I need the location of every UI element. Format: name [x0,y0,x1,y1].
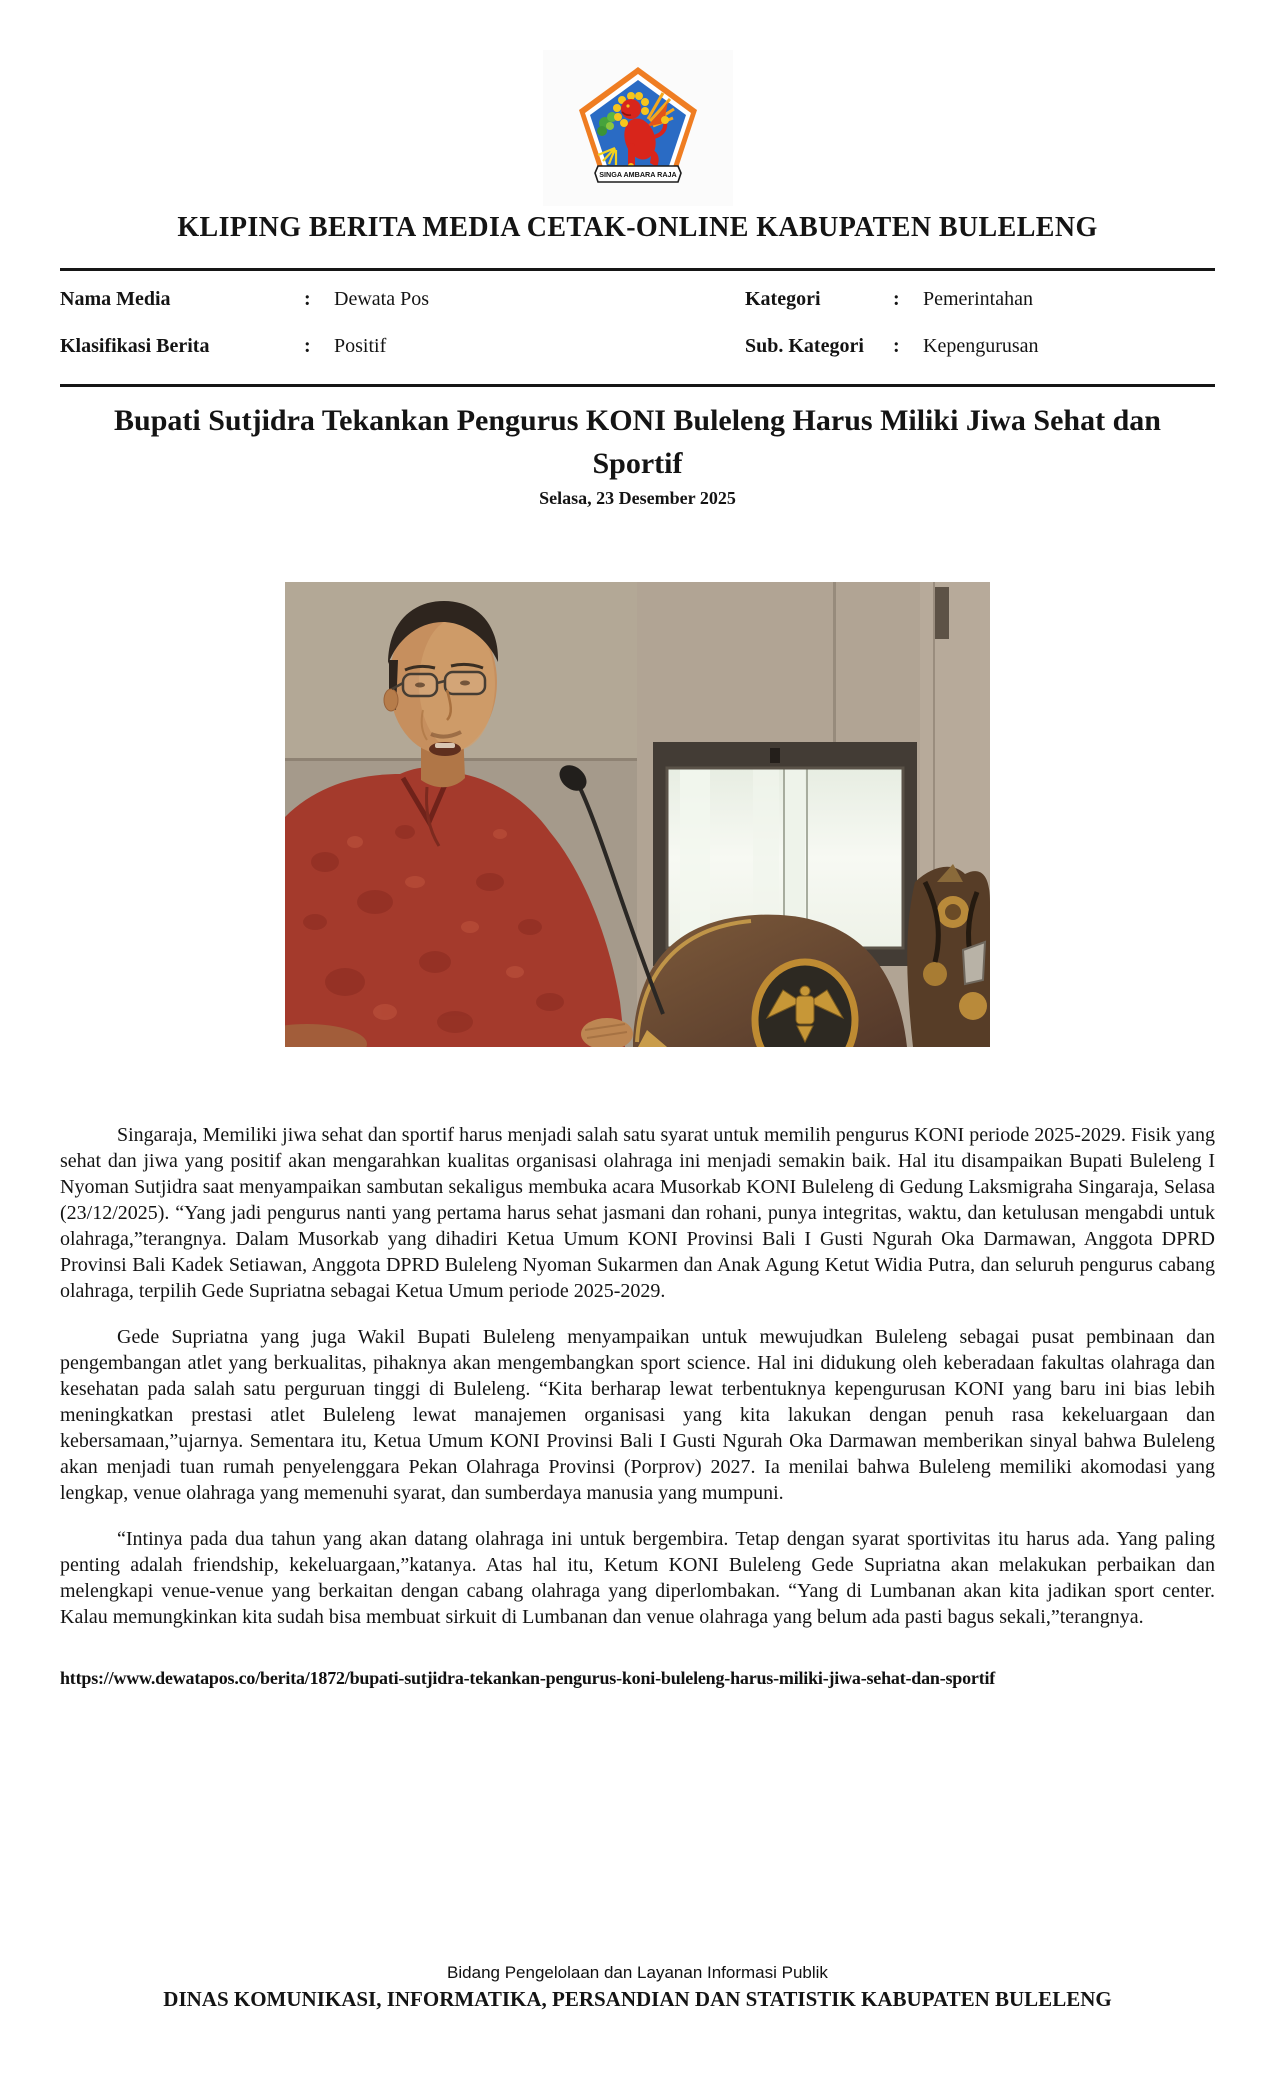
kategori-label: Kategori [745,288,821,310]
header-divider-top [60,268,1215,271]
article-title: Bupati Sutjidra Tekankan Pengurus KONI Buleleng Harus Miliki Jiwa Sehat dan Sportif [114,404,1161,480]
nama-media-value: Dewata Pos [334,288,429,310]
meta-colon: : [304,288,311,310]
header-divider-bottom [60,384,1215,387]
metadata-row [60,335,1215,368]
article-paragraph: “Intinya pada dua tahun yang akan datang olahraga ini untuk bergembira. Tetap dengan syarat sportivitas itu harus ada. Yang paling penting adalah friendship, kekeluargaan,”katanya. Atas hal itu, Ketum KONI Buleleng Gede Supriatna akan melakukan perbaikan dan melengkapi venue-venue yang berkaitan dengan cabang olahraga yang diperlombakan. “Yang di Lumbanan akan kita jadikan sport center. Kalau memungkinkan kita sudah bisa membuat sirkuit di Lumbanan dan venue olahraga yang belum ada pasti bagus sekali,”terangnya. [60,1528,1215,1628]
metadata-row [60,288,1215,321]
metadata-table [60,288,1215,382]
sub-kategori-value: Kepengurusan [923,335,1039,357]
kategori-value: Pemerintahan [923,288,1033,310]
article-photo [285,582,990,1047]
document-header-title: KLIPING BERITA MEDIA CETAK-ONLINE KABUPATEN BULELENG [177,212,1098,243]
meta-colon: : [893,288,900,310]
article-body [60,1122,1215,1650]
meta-colon: : [893,335,900,357]
article-source-url[interactable]: https://www.dewatapos.co/berita/1872/bupati-sutjidra-tekankan-pengurus-koni-buleleng-harus-miliki-jiwa-sehat-dan-sportif [60,1668,996,1688]
speaker-at-podium-photo [285,582,990,1047]
article-paragraph: Singaraja, Memiliki jiwa sehat dan sportif harus menjadi salah satu syarat untuk memilih pengurus KONI periode 2025-2029. Fisik yang sehat dan jiwa yang positif akan mengarahkan kualitas organisasi olahraga ini menjadi semakin baik. Hal itu disampaikan Bupati Buleleng I Nyoman Sutjidra saat menyampaikan sambutan sekaligus membuka acara Musorkab KONI Buleleng di Gedung Laksmigraha Singaraja, Selasa (23/12/2025). “Yang jadi pengurus nanti yang pertama harus sehat jasmani dan rohani, punya integritas, waktu, dan ketulusan mengabdi untuk olahraga,”terangnya. Dalam Musorkab yang dihadiri Ketua Umum KONI Provinsi Bali I Gusti Ngurah Oka Darmawan, Anggota DPRD Provinsi Bali Kadek Setiawan, Anggota DPRD Buleleng Nyoman Sukarmen dan Anak Agung Ketut Widia Putra, dan seluruh pengurus cabang olahraga, terpilih Gede Supriatna sebagai Ketua Umum periode 2025-2029. [60,1124,1215,1302]
singa-ambara-raja-crest-icon [568,65,708,191]
sub-kategori-label: Sub. Kategori [745,335,864,357]
klasifikasi-berita-label: Klasifikasi Berita [60,335,210,357]
document-footer [0,1963,1275,2012]
article-date: Selasa, 23 Desember 2025 [539,488,736,508]
meta-colon: : [304,335,311,357]
footer-division-line: Bidang Pengelolaan dan Layanan Informasi Publik [447,1963,828,1982]
buleleng-crest-logo [543,50,733,206]
nama-media-label: Nama Media [60,288,171,310]
crest-banner-text: SINGA AMBARA RAJA [598,170,677,179]
article-paragraph: Gede Supriatna yang juga Wakil Bupati Buleleng menyampaikan untuk mewujudkan Buleleng sebagai pusat pembinaan dan pengembangan atlet yang berkualitas, pihaknya akan mengembangkan sport science. Hal ini didukung oleh keberadaan fakultas olahraga dan kesehatan pada salah satu perguruan tinggi di Buleleng. “Kita berharap lewat terbentuknya kepengurusan KONI yang baru ini bias lebih meningkatkan prestasi atlet Buleleng lewat manajemen organisasi yang kita lakukan dengan penuh rasa kekeluargaan dan kebersamaan,”ujarnya. Sementara itu, Ketua Umum KONI Provinsi Bali I Gusti Ngurah Oka Darmawan memberikan sinyal bahwa Buleleng akan menjadi tuan rumah penyelenggara Pekan Olahraga Provinsi (Porprov) 2027. Ia menilai bahwa Buleleng memiliki akomodasi yang lengkap, venue olahraga yang memenuhi syarat, dan sumberdaya manusia yang mumpuni. [60,1326,1215,1504]
crest-banner [595,166,681,182]
footer-agency-line: DINAS KOMUNIKASI, INFORMATIKA, PERSANDIAN DAN STATISTIK KABUPATEN BULELENG [163,1987,1112,2011]
klasifikasi-berita-value: Positif [334,335,387,357]
